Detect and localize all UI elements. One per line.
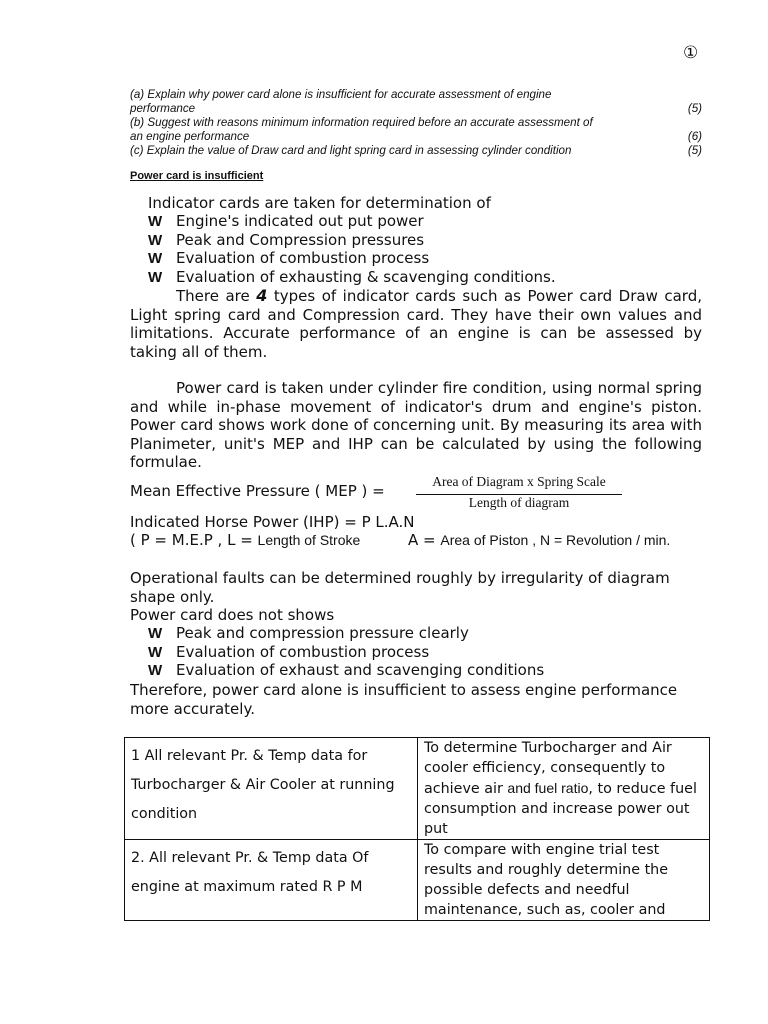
bullet-marker: W [148,232,163,249]
types-paragraph: There are 4 types of indicator cards such as Power card Draw card, Light spring card and Compression card. They have their own values and limitations. Accurate performance of an engine is can be assessed by taking all of them. [130,286,702,361]
list-item: W Evaluation of exhausting & scavenging conditions. [148,268,556,286]
ihp-definitions-2: A = Area of Piston , N = Revolution / min. [408,531,671,549]
marks: (5) [687,144,702,157]
table-cell-info: 2. All relevant Pr. & Temp data Of engine at maximum rated R P M [125,840,418,921]
question-b: (b) Suggest with reasons minimum information required before an accurate assessment of an engine performance (6) [130,116,702,143]
marks: (5) [687,102,702,115]
table-row [125,840,710,921]
list-item: W Engine's indicated out put power [148,212,424,230]
page-number: ① [683,43,699,63]
bullet-marker: W [148,269,163,286]
list-item: W Evaluation of combustion process [148,643,430,661]
list-item: W Peak and compression pressure clearly [148,624,469,642]
mep-denominator: Length of diagram [468,495,570,510]
fraction-bar [416,494,622,495]
mep-label: Mean Effective Pressure ( MEP ) = [130,482,385,500]
ihp-definitions: ( P = M.E.P , L = Length of Stroke [130,531,361,549]
mep-numerator: Area of Diagram x Spring Scale [432,474,606,489]
table-cell-reason: To compare with engine trial test results and roughly determine the possible defects and needful maintenance, such as, cooler and [418,840,710,921]
info-table [124,737,710,921]
mep-fraction [416,474,622,514]
conclusion: Therefore, power card alone is insufficient to assess engine performance more accurately. [130,681,678,718]
table-row [125,738,710,840]
list-item: W Evaluation of combustion process [148,249,430,267]
section-heading: Power card is insufficient [130,170,264,182]
bullet-marker: W [148,250,163,267]
marks: (6) [687,130,702,143]
bullet-marker: W [148,625,163,642]
list-item: W Evaluation of exhaust and scavenging conditions [148,661,545,679]
not-shows-intro: Power card does not shows [130,606,335,624]
ihp-label: Indicated Horse Power (IHP) = P L.A.N [130,513,415,531]
question-c: (c) Explain the value of Draw card and light spring card in assessing cylinder condition (5) [130,144,702,157]
power-card-paragraph: Power card is taken under cylinder fire condition, using normal spring and while in-phase movement of indicator's drum and engine's piston. Power card shows work done of concerning unit. By measuring its area with Planimeter, unit's MEP and IHP can be calculated by using the following formulae. [130,379,702,472]
table-cell-info: 1 All relevant Pr. & Temp data for Turbocharger & Air Cooler at running condition [125,738,418,840]
bullet-marker: W [148,662,163,679]
intro-text: Indicator cards are taken for determination of [148,194,491,212]
list-item: W Peak and Compression pressures [148,231,425,249]
faults-paragraph: Operational faults can be determined roughly by irregularity of diagram shape only. [130,569,670,606]
table-cell-reason: To determine Turbocharger and Air cooler efficiency, consequently to achieve air and fuel ratio, to reduce fuel consumption and increase power out put [418,738,710,840]
question-a: (a) Explain why power card alone is insufficient for accurate assessment of engine performance (5) [130,88,702,115]
bullet-marker: W [148,644,163,661]
bullet-marker: W [148,213,163,230]
